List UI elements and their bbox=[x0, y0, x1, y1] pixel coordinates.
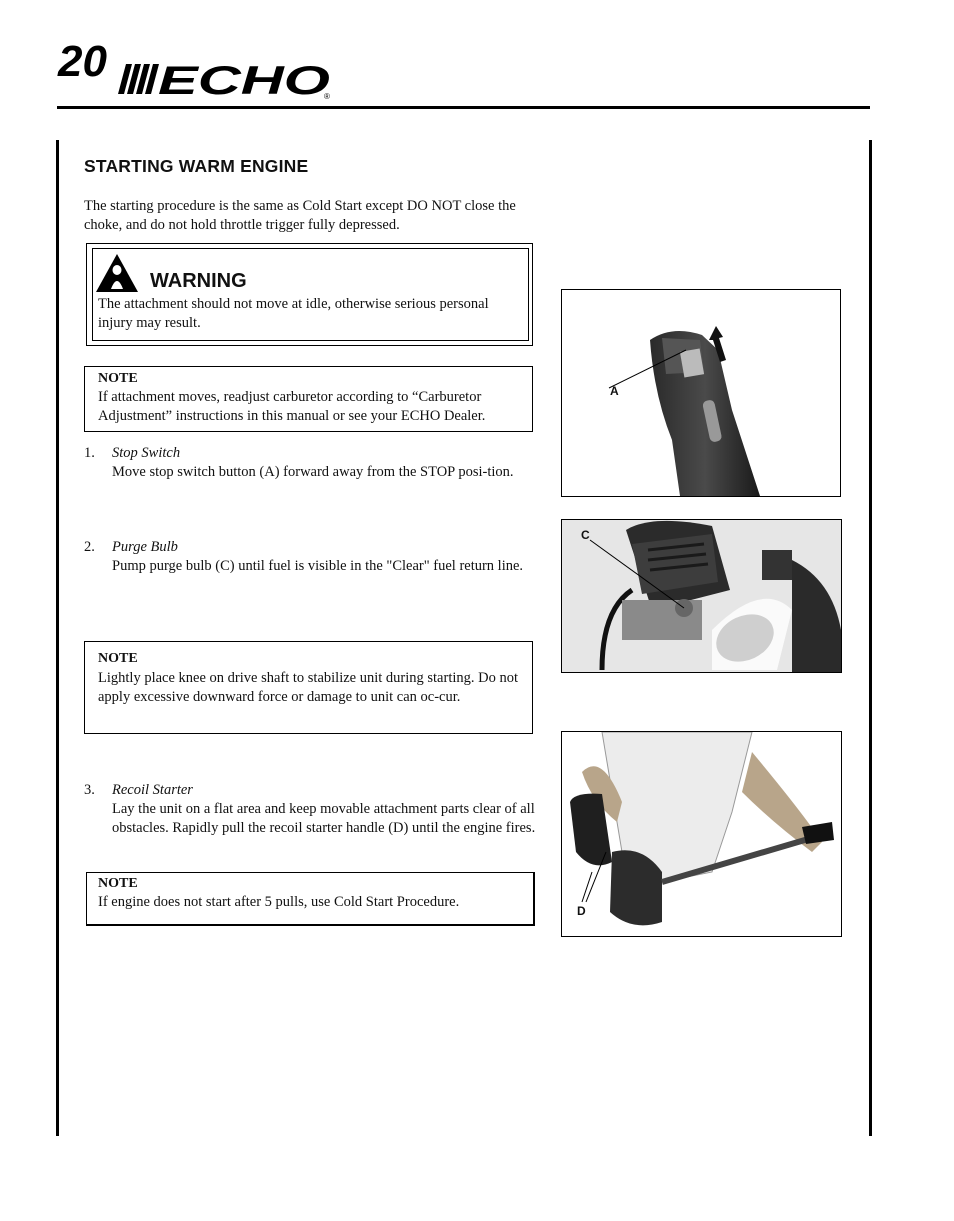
left-margin-rule bbox=[56, 140, 59, 1136]
note-label: NOTE bbox=[98, 371, 138, 386]
note-text: Lightly place knee on drive shaft to stabilize unit during starting. Do not apply excessive downward force or damage to unit can oc-cur. bbox=[98, 670, 519, 705]
step-title: Stop Switch bbox=[112, 445, 181, 461]
stop-switch-figure bbox=[561, 289, 841, 497]
step-title: Purge Bulb bbox=[112, 539, 178, 555]
warning-triangle-icon bbox=[95, 253, 139, 293]
section-title: STARTING WARM ENGINE bbox=[84, 156, 309, 176]
echo-logo bbox=[118, 52, 340, 102]
purge-bulb-photo-icon bbox=[562, 520, 841, 672]
stop-switch-photo-icon bbox=[562, 290, 840, 496]
step-number: 1. bbox=[84, 445, 95, 461]
intro-paragraph: The starting procedure is the same as Cold Start except DO NOT close the choke, and do not hold throttle trigger fully depressed. bbox=[84, 198, 516, 233]
step-text: Move stop switch button (A) forward away from the STOP posi-tion. bbox=[112, 464, 514, 480]
step-number: 3. bbox=[84, 782, 95, 798]
note-label: NOTE bbox=[98, 651, 138, 666]
recoil-starter-figure bbox=[561, 731, 842, 937]
warning-title: WARNING bbox=[150, 270, 247, 292]
step-text: Lay the unit on a flat area and keep movable attachment parts clear of all obstacles. Rapidly pull the recoil starter handle (D) until the engine fires. bbox=[112, 801, 536, 836]
step-number: 2. bbox=[84, 539, 95, 555]
callout-label: A bbox=[610, 384, 619, 398]
note-text: If attachment moves, readjust carburetor according to “Carburetor Adjustment” instructions in this manual or see your ECHO Dealer. bbox=[98, 389, 486, 424]
echo-logo-icon bbox=[118, 52, 340, 102]
svg-text:ECHO: ECHO bbox=[158, 59, 330, 102]
svg-text:®: ® bbox=[324, 92, 330, 101]
callout-label: D bbox=[577, 904, 586, 918]
purge-bulb-figure bbox=[561, 519, 842, 673]
callout-label: C bbox=[581, 528, 590, 542]
recoil-starter-photo-icon bbox=[562, 732, 841, 936]
warning-text: The attachment should not move at idle, otherwise serious personal injury may result. bbox=[98, 296, 489, 331]
note-text: If engine does not start after 5 pulls, use Cold Start Procedure. bbox=[98, 894, 460, 910]
page-number: 20 bbox=[58, 37, 107, 86]
note-label: NOTE bbox=[98, 876, 138, 891]
header-rule bbox=[57, 106, 870, 109]
step-text: Pump purge bulb (C) until fuel is visible in the "Clear" fuel return line. bbox=[112, 558, 524, 574]
step-title: Recoil Starter bbox=[112, 782, 193, 798]
right-margin-rule bbox=[869, 140, 872, 1136]
